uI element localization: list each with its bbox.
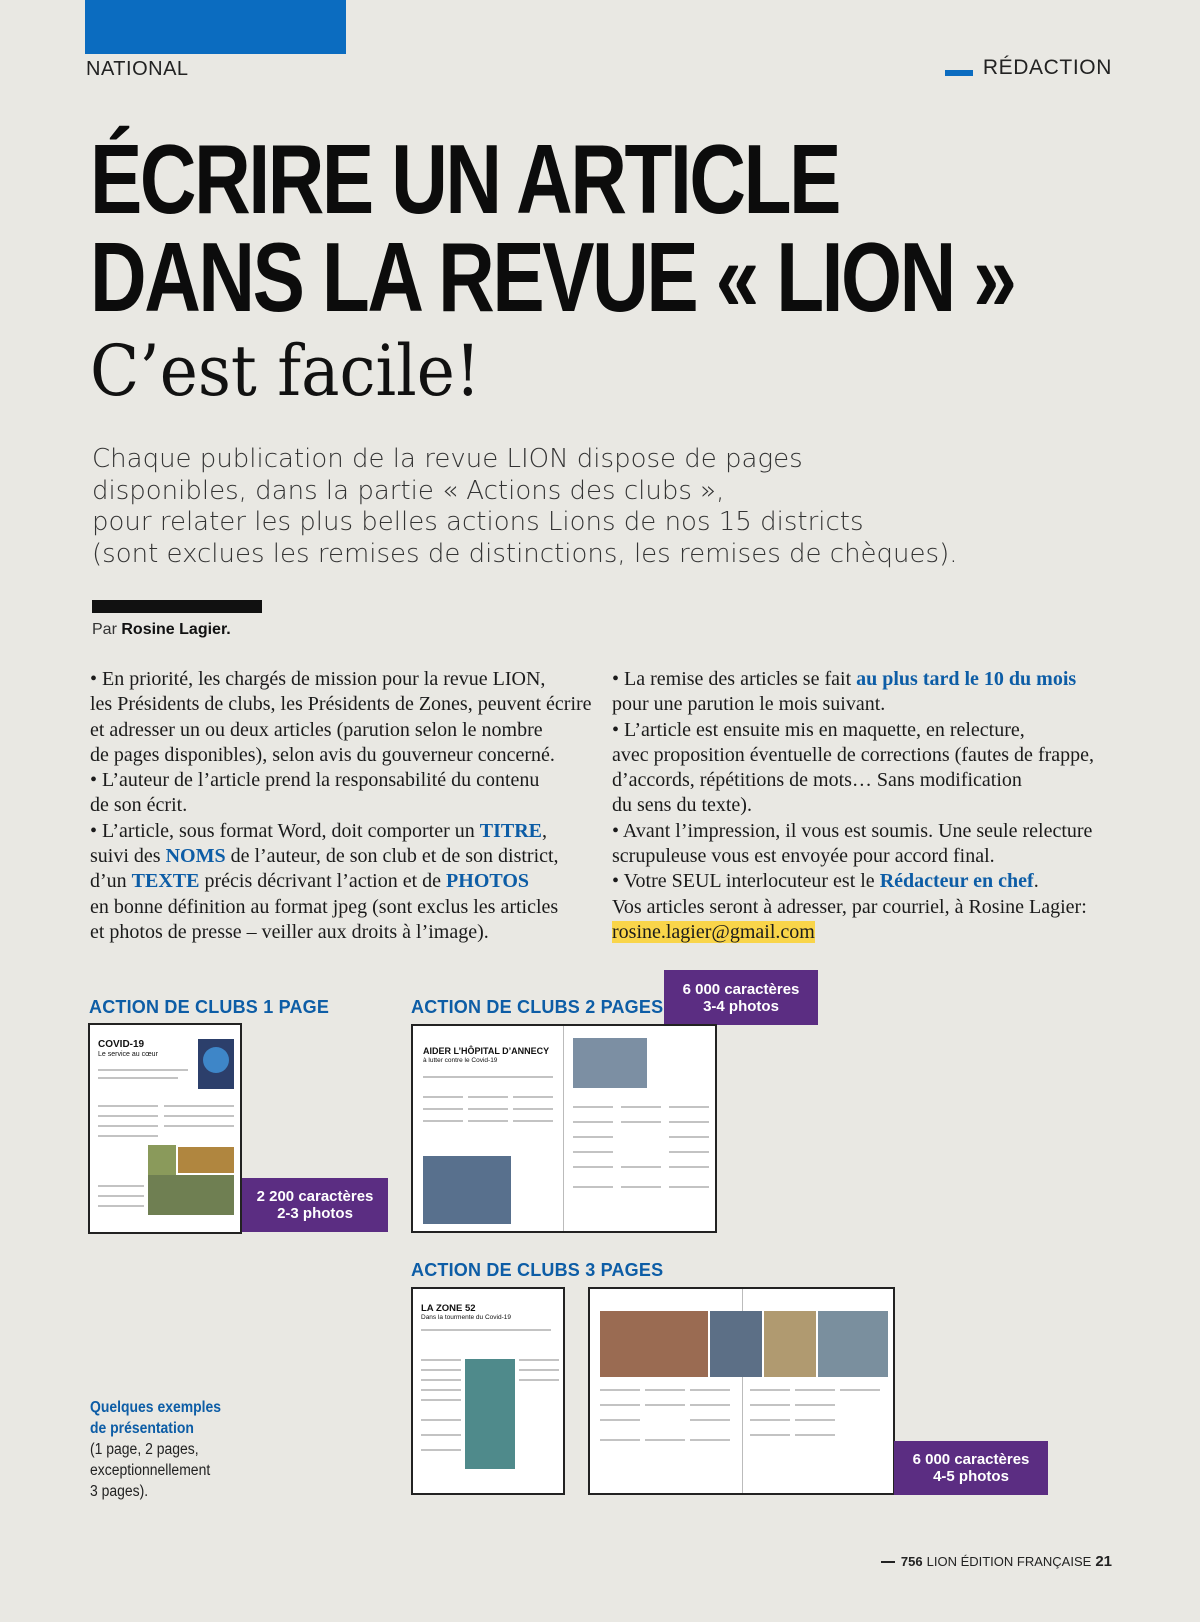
body-text: • L’article, sous format Word, doit comporter un: [90, 819, 480, 842]
badge-characters: 2 200 caractères: [256, 1188, 374, 1205]
example-2-pages-title: ACTION DE CLUBS 2 PAGES: [411, 997, 664, 1017]
example-3-pages-thumbnail-spread: [588, 1287, 895, 1495]
byline-prefix: Par: [92, 621, 117, 638]
body-line: les Présidents de clubs, les Présidents de Zones, peuvent écrire: [90, 693, 592, 716]
example-3-pages-title: ACTION DE CLUBS 3 PAGES: [411, 1260, 664, 1280]
intro-paragraph: [92, 444, 1092, 570]
body-line: scrupuleuse vous est envoyée pour accord final.: [612, 845, 995, 868]
body-line: en bonne définition au format jpeg (sont exclus les articles: [90, 895, 559, 918]
example-3-pages-thumbnail-page-1: [411, 1287, 565, 1495]
keyword-titre: TITRE: [479, 819, 543, 842]
example-1-page-badge: [242, 1178, 388, 1232]
example-2-pages-thumbnail: [411, 1024, 717, 1233]
article-photo: [148, 1145, 176, 1175]
top-accent-bar: [85, 0, 346, 54]
note-line: exceptionnellement: [90, 1462, 211, 1479]
article-photo: [710, 1311, 762, 1377]
byline: [92, 621, 231, 639]
body-line: de pages disponibles), selon avis du gouverneur concerné.: [90, 743, 555, 766]
body-line: • L’article est ensuite mis en maquette, en relecture,: [612, 718, 1025, 741]
section-label-national: NATIONAL: [86, 58, 189, 80]
note-heading-line-1: Quelques exemples: [90, 1399, 222, 1416]
badge-photos: 3-4 photos: [703, 997, 779, 1015]
body-line: et adresser un ou deux articles (parution selon le nombre: [90, 718, 543, 741]
article-photo: [465, 1359, 515, 1469]
body-line: Vos articles seront à adresser, par courriel, à Rosine Lagier:: [612, 895, 1087, 918]
body-line: [612, 667, 1094, 692]
example-2-pages-badge: [664, 970, 818, 1025]
body-line: avec proposition éventuelle de corrections (fautes de frappe,: [612, 743, 1095, 766]
article-photo: [178, 1147, 234, 1173]
thumb-heading: LA ZONE 52: [421, 1303, 476, 1314]
article-photo: [573, 1038, 647, 1088]
example-1-page-thumbnail: [88, 1023, 242, 1234]
body-column-right: [612, 667, 1094, 945]
thumb-subheading: Le service au cœur: [98, 1051, 158, 1058]
body-text: ,: [542, 819, 548, 842]
body-line: [90, 869, 592, 894]
headline: [90, 124, 1015, 332]
page-number: 21: [1095, 1553, 1112, 1570]
intro-line: pour relater les plus belles actions Lions de nos 15 districts: [92, 507, 864, 537]
article-photo: [818, 1311, 888, 1377]
body-line: • L’auteur de l’article prend la responsabilité du contenu: [90, 769, 540, 792]
badge-characters: 6 000 caractères: [682, 980, 800, 998]
keyword-photos: PHOTOS: [446, 870, 530, 893]
byline-author: Rosine Lagier.: [121, 621, 231, 638]
example-3-pages-badge: [894, 1441, 1048, 1495]
rubric-dash-icon: [945, 70, 973, 76]
footer-dash-icon: [881, 1561, 895, 1563]
body-line: • Avant l’impression, il vous est soumis. Une seule relecture: [612, 819, 1093, 842]
headline-line-2: DANS LA REVUE « LION »: [90, 222, 1015, 332]
note-heading-line-2: de présentation: [90, 1420, 194, 1437]
keyword-texte: TEXTE: [131, 870, 200, 893]
headline-line-1: ÉCRIRE UN ARTICLE: [90, 124, 840, 234]
body-text: d’un: [90, 870, 132, 893]
article-photo: [764, 1311, 816, 1377]
intro-line: disponibles, dans la partie « Actions des clubs »,: [92, 475, 725, 506]
issue-number: 756: [900, 1554, 923, 1569]
body-line: pour une parution le mois suivant.: [612, 693, 886, 716]
body-line: • En priorité, les chargés de mission pour la revue LION,: [90, 668, 546, 690]
presentation-examples-note: [90, 1397, 221, 1502]
lions-logo-icon: [203, 1047, 229, 1073]
page-fold: [563, 1026, 564, 1231]
body-column-left: [90, 667, 592, 945]
example-1-page-title: ACTION DE CLUBS 1 PAGE: [89, 997, 330, 1017]
article-photo: [148, 1175, 234, 1215]
article-photo: [423, 1156, 511, 1224]
body-text: • Votre SEUL interlocuteur est le: [612, 870, 880, 893]
publication-name: LION ÉDITION FRANÇAISE: [926, 1554, 1092, 1569]
body-line: [612, 869, 1094, 894]
badge-photos: 4-5 photos: [933, 1468, 1009, 1485]
body-text: .: [1033, 870, 1039, 893]
section-label-redaction-text: RÉDACTION: [982, 56, 1112, 79]
thumb-subheading: à lutter contre le Covid-19: [423, 1057, 498, 1064]
thumb-heading: COVID-19: [98, 1039, 145, 1050]
body-line: [90, 844, 592, 869]
subtitle: C’est facile!: [90, 330, 481, 412]
page-footer: [881, 1553, 1112, 1570]
body-text: suivi des: [90, 845, 166, 868]
editor-in-chief-highlight: Rédacteur en chef: [879, 870, 1034, 893]
badge-characters: 6 000 caractères: [912, 1451, 1030, 1468]
badge-photos: 2-3 photos: [277, 1205, 353, 1222]
body-line: [612, 920, 1094, 945]
email-link[interactable]: rosine.lagier@gmail.com: [612, 920, 815, 943]
keyword-noms: NOMS: [165, 845, 226, 868]
section-label-redaction: [945, 56, 1112, 80]
body-line: d’accords, répétitions de mots… Sans modification: [612, 769, 1022, 792]
deadline-highlight: au plus tard le 10 du mois: [856, 668, 1077, 690]
body-line: du sens du texte).: [612, 794, 752, 817]
body-text: • La remise des articles se fait: [612, 668, 857, 690]
body-line: de son écrit.: [90, 794, 188, 817]
body-line: et photos de presse – veiller aux droits à l’image).: [90, 920, 489, 943]
thumb-subheading: Dans la tourmente du Covid-19: [421, 1314, 511, 1321]
body-text: de l’auteur, de son club et de son district,: [225, 845, 559, 868]
body-line: [90, 819, 592, 844]
note-line: (1 page, 2 pages,: [90, 1441, 199, 1458]
body-text: précis décrivant l’action et de: [199, 870, 447, 893]
article-photo: [600, 1311, 708, 1377]
byline-rule: [92, 600, 262, 613]
intro-line: (sont exclues les remises de distinctions, les remises de chèques).: [92, 538, 958, 569]
thumb-heading: AIDER L’HÔPITAL D’ANNECY: [423, 1046, 550, 1056]
intro-line: Chaque publication de la revue LION dispose de pages: [92, 444, 803, 474]
note-line: 3 pages).: [90, 1483, 149, 1500]
